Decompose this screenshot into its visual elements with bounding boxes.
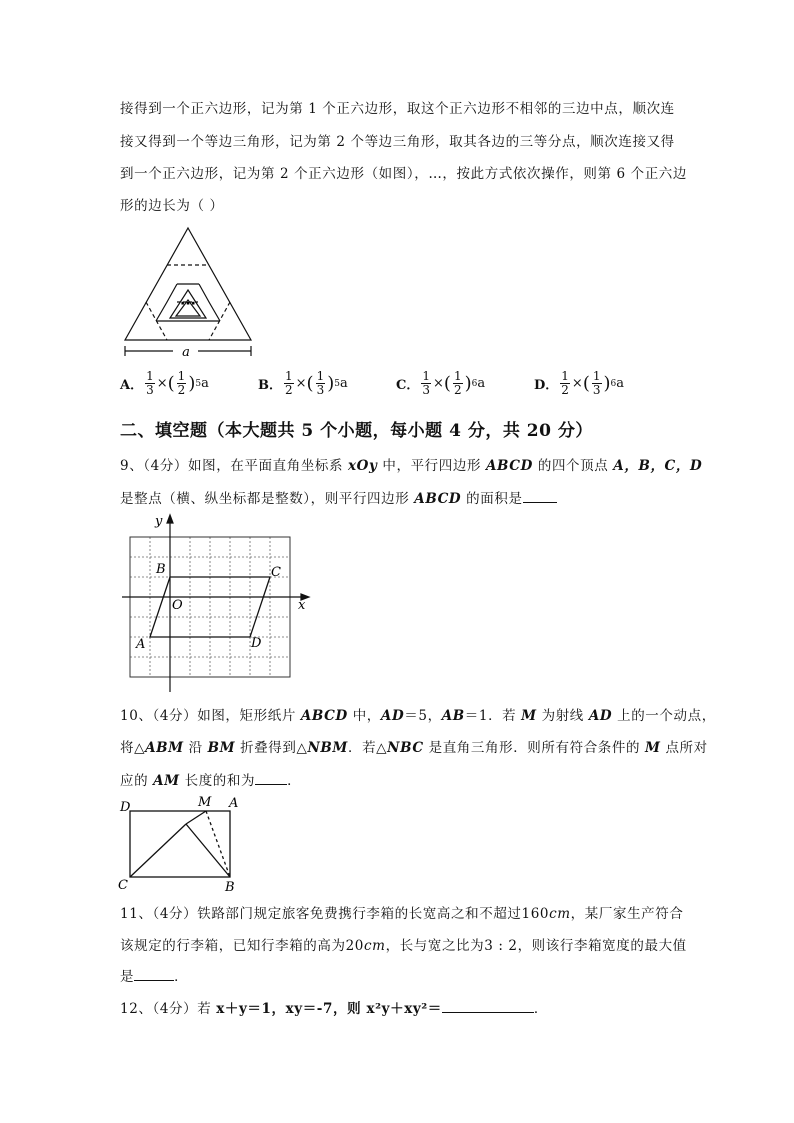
q10-label-m: M xyxy=(198,795,212,810)
q8-option-c[interactable]: C． $\frac{1}{3}$ × ( $\frac{1}{2}$ ) 6 a xyxy=(396,369,486,397)
fraction: $\frac{1}{3}$ xyxy=(422,369,430,397)
exponent: 6 xyxy=(471,378,478,389)
variable: a xyxy=(477,376,486,391)
q10-label-b: B xyxy=(225,880,235,895)
q9-label-d: D xyxy=(251,636,262,651)
option-letter: D． xyxy=(534,378,559,393)
q9-label-x: x xyxy=(298,598,306,613)
q11-line-3: 是 ． xyxy=(120,966,188,987)
answer-blank[interactable] xyxy=(134,966,174,981)
fraction: $\frac{1}{2}$ xyxy=(561,369,569,397)
fraction: $\frac{1}{2}$ xyxy=(285,369,293,397)
q9-label-b: B xyxy=(156,562,166,577)
q8-option-a[interactable]: A． $\frac{1}{3}$ × ( $\frac{1}{2}$ ) 5 a xyxy=(120,369,209,397)
q8-option-d[interactable]: D． $\frac{1}{2}$ × ( $\frac{1}{3}$ ) 6 a xyxy=(534,369,625,397)
times-sign: × xyxy=(295,376,307,391)
variable: a xyxy=(201,376,209,391)
q10-rectangle-figure xyxy=(118,794,248,894)
option-letter: B． xyxy=(258,378,282,393)
q12-line: 12、（4分）若 x＋y＝1，xy＝-7，则 x²y＋xy²＝ ． xyxy=(120,998,548,1019)
answer-blank[interactable] xyxy=(523,488,557,503)
q10-label-c: C xyxy=(118,878,128,893)
fraction: $\frac{1}{3}$ xyxy=(592,369,601,397)
fraction: $\frac{1}{3}$ xyxy=(316,369,325,397)
q10-line-1: 10、（4分）如图，矩形纸片 ABCD 中，AD＝5，AB＝1．若 M 为射线 AD 上的一个动点， xyxy=(120,708,716,724)
q8-line-4: 形的边长为（ ） xyxy=(120,198,224,214)
exponent: 5 xyxy=(334,378,340,389)
answer-blank[interactable] xyxy=(442,998,534,1013)
option-letter: C． xyxy=(396,378,420,393)
q10-label-a: A xyxy=(229,796,239,811)
times-sign: × xyxy=(571,376,583,391)
q10-label-d: D xyxy=(120,800,131,815)
q8-line-3: 到一个正六边形，记为第 2 个正六边形（如图），…，按此方式依次操作，则第 6 个正六边 xyxy=(120,166,687,182)
q10-line-3: 应的 AM 长度的和为 ． xyxy=(120,770,301,791)
q8-triangle-figure xyxy=(118,222,258,362)
variable: a xyxy=(339,376,348,391)
q11-line-2: 该规定的行李箱，已知行李箱的高为20cm，长与宽之比为3 : 2，则该行李箱宽度的最大值 xyxy=(120,938,687,954)
exponent: 6 xyxy=(610,378,617,389)
q9-line-2: 是整点（横、纵坐标都是整数），则平行四边形 ABCD 的面积是 xyxy=(120,488,557,509)
q8-line-1: 接得到一个正六边形，记为第 1 个正六边形，取这个正六边形不相邻的三边中点，顺次连 xyxy=(120,101,675,117)
fraction: $\frac{1}{3}$ xyxy=(146,369,154,397)
q9-label-o: O xyxy=(172,598,183,613)
q8-option-b[interactable]: B． $\frac{1}{2}$ × ( $\frac{1}{3}$ ) 5 a xyxy=(258,369,348,397)
answer-blank[interactable] xyxy=(255,770,287,785)
q8-line-2: 接又得到一个等边三角形，记为第 2 个等边三角形，取其各边的三等分点，顺次连接又得 xyxy=(120,134,675,150)
q8-figure-dots: ··· xyxy=(180,296,196,312)
q9-label-c: C xyxy=(271,565,281,580)
times-sign: × xyxy=(433,376,444,391)
section-2-heading: 二、填空题（本大题共 5 个小题，每小题 4 分，共 20 分） xyxy=(120,421,593,441)
q9-label-y: y xyxy=(155,514,163,529)
exponent: 5 xyxy=(195,378,202,389)
q10-line-2: 将△ABM 沿 BM 折叠得到△NBM．若△NBC 是直角三角形．则所有符合条件的 M 点所对 xyxy=(120,740,708,756)
option-letter: A． xyxy=(120,378,144,393)
fraction: $\frac{1}{2}$ xyxy=(453,369,462,397)
q11-line-1: 11、（4分）铁路部门规定旅客免费携行李箱的长宽高之和不超过160cm，某厂家生产符合 xyxy=(120,906,684,922)
fraction: $\frac{1}{2}$ xyxy=(177,369,186,397)
times-sign: × xyxy=(156,376,168,391)
variable: a xyxy=(616,376,625,391)
q9-grid-figure xyxy=(122,512,312,696)
q8-figure-label-a: a xyxy=(182,345,190,360)
q9-line-1: 9、（4分）如图，在平面直角坐标系 xOy 中，平行四边形 ABCD 的四个顶点 A，B，C，D xyxy=(120,458,703,474)
q9-label-a: A xyxy=(136,637,146,652)
